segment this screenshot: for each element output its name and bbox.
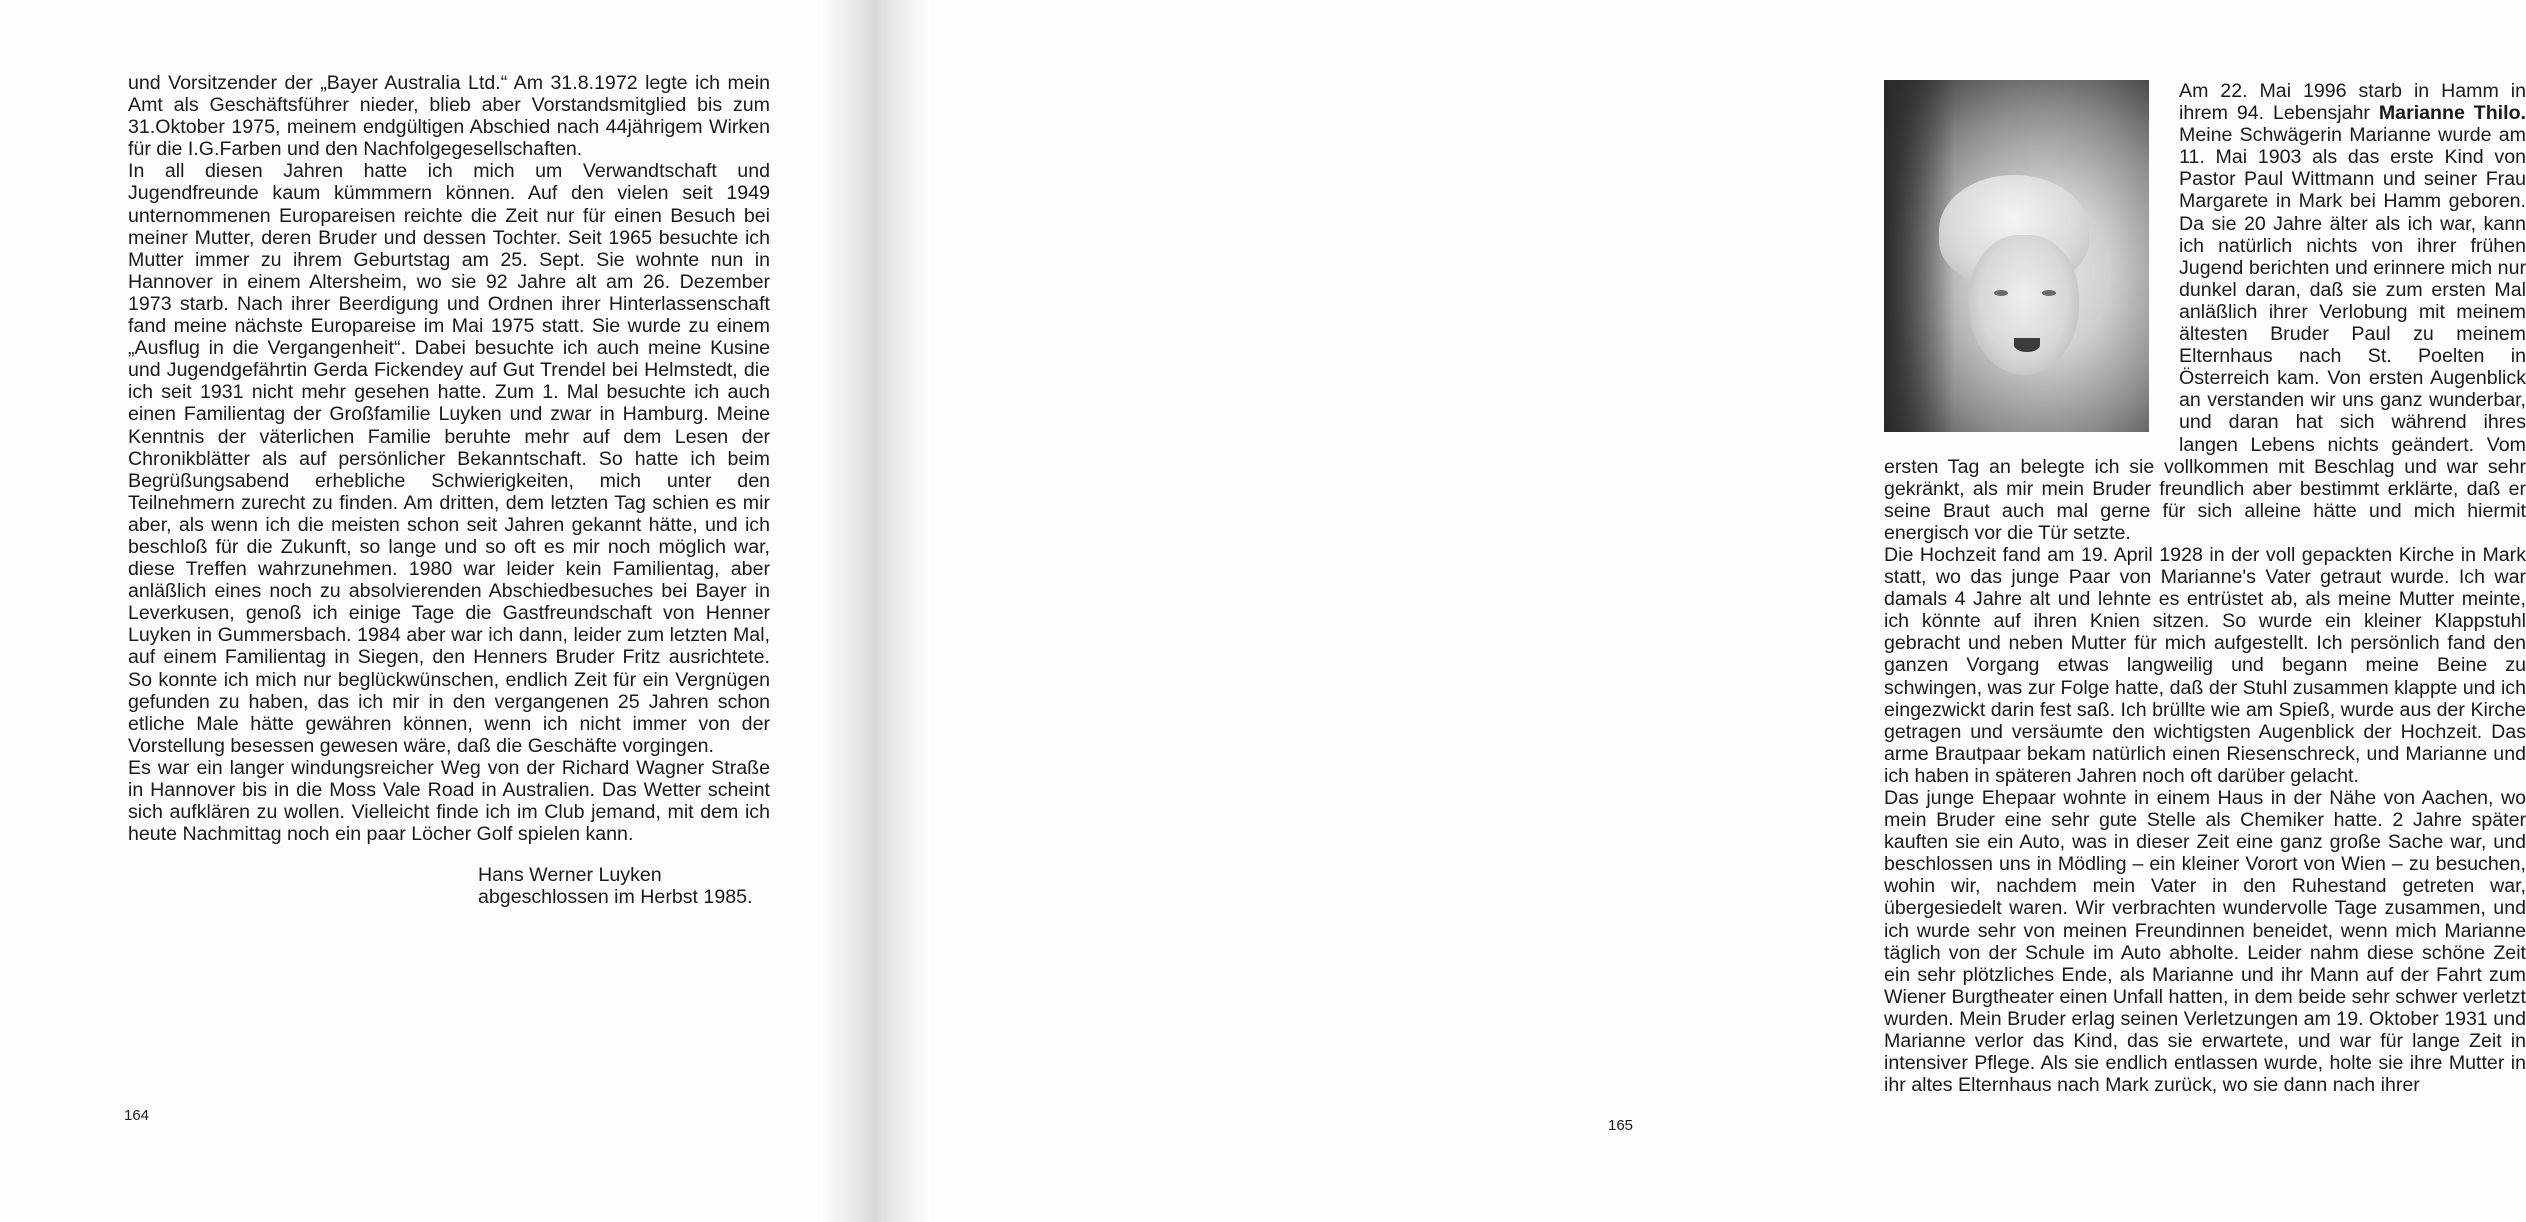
- left-page-body: [128, 72, 770, 845]
- portrait-eye-left: [1994, 290, 2008, 296]
- right-paragraph-1: Die Hochzeit fand am 19. April 1928 in der voll gepackten Kirche in Mark statt, wo das junge Paar von Marianne's Vater getraut wurde. Ich war damals 4 Jahre alt und lehnte es entrüstet ab, als meine Mutter meinte, ich könnte auf ihren Knien sitzen. So wurde ein kleiner Klappstuhl gebracht und neben Mutter für mich aufgestellt. Ich persönlich fand den ganzen Vorgang etwas langweilig und begann meine Beine zu schwingen, was zur Folge hatte, daß der Stuhl zusammen klappte und ich eingezwickt darin fest saß. Ich brüllte wie am Spieß, wurde aus der Kirche getragen und versäumte den wichtigsten Augenblick der Hochzeit. Das arme Brautpaar bekam natürlich einen Riesenschreck, und Marianne und ich haben in späteren Jahren noch oft darüber gelacht.: [1884, 543, 2526, 787]
- signature-date: abgeschlossen im Herbst 1985.: [478, 886, 753, 909]
- intro-text-after-name: Meine Schwägerin Marianne wurde am 11. Mai 1903 als das erste Kind von Pastor Paul Wittmann und seiner Frau Margarete in Mark bei Hamm geboren. Da sie 20 Jahre älter als ich war, kann ich natürlich nichts von ihrer frühen Jugend berichten und erinnere mich nur dunkel daran, daß sie zum ersten Mal anläßlich ihrer Verlobung mit meinem ältesten Bruder Paul zu meinem Elternhaus nach St. Poelten in Österreich kam. Von ersten Augenblick an verstanden wir uns ganz wunderbar, und daran hat sich während ihres langen Lebens nichts geändert. Vom ersten Tag an belegte ich sie vollkommen mit Beschlag und war sehr gekränkt, als mir mein Bruder freundlich aber bestimmt erklärte, daß er seine Braut auch mal gerne für sich alleine hätte und mich hiermit energisch vor die Tür setzte.: [1884, 124, 2526, 544]
- signature-block: [478, 864, 752, 908]
- page-number-left: 164: [124, 1107, 150, 1124]
- portrait-face: [1969, 235, 2079, 375]
- right-paragraph-2: Das junge Ehepaar wohnte in einem Haus in der Nähe von Aachen, wo mein Bruder eine sehr gute Stelle als Chemiker hatte. 2 Jahre später kauften sie ein Auto, was in dieser Zeit eine ganz große Sache war, und beschlossen uns in Mödling – ein kleiner Vorort von Wien – zu besuchen, wohin wir, nachdem mein Vater in den Ruhestand getreten war, übergesiedelt waren. Wir verbrachten wundervolle Tage zusammen, und ich wurde sehr von meinen Freundinnen beneidet, wenn mich Marianne täglich von der Schule im Auto abholte. Leider nahm diese schöne Zeit ein sehr plötzliches Ende, als Marianne und ihr Mann auf der Fahrt zum Wiener Burgtheater einen Unfall hatten, in dem beide sehr schwer verletzt wurden. Mein Bruder erlag seinen Verletzungen am 19. Oktober 1931 und Marianne verlor das Kind, das sie erwartete, und war für lange Zeit in intensiver Pflege. Als sie endlich entlassen wurde, holte sie ihre Mutter in ihr altes Elternhaus nach Mark zurück, wo sie dann nach ihrer: [1884, 787, 2526, 1097]
- portrait-mouth: [2014, 338, 2040, 352]
- portrait-photo: [1884, 80, 2149, 432]
- page-number-right: 165: [1608, 1117, 1634, 1134]
- left-paragraph-2: In all diesen Jahren hatte ich mich um Verwandtschaft und Jugendfreunde kaum kümmmern können. Auf den vielen seit 1949 unternommenen Europareisen reichte die Zeit nur für einen Besuch bei meiner Mutter, deren Bruder und dessen Tochter. Seit 1965 besuchte ich Mutter immer zu ihrem Geburtstag am 25. Sept. Sie wohnte nun in Hannover in einem Altersheim, wo sie 92 Jahre alt am 26. Dezember 1973 starb. Nach ihrer Beerdigung und Ordnen ihrer Hinterlassenschaft fand meine nächste Europareise im Mai 1975 statt. Sie wurde zu einem „Ausflug in die Vergangenheit“. Dabei besuchte ich auch meine Kusine und Jugendgefährtin Gerda Fickendey auf Gut Trendel bei Helmstedt, die ich seit 1931 nicht mehr gesehen hatte. Zum 1. Mal besuchte ich auch einen Familientag der Großfamilie Luyken und zwar in Hamburg. Meine Kenntnis der väterlichen Familie beruhte mehr auf dem Lesen der Chronikblätter als auf persönlicher Bekanntschaft. So hatte ich beim Begrüßungsabend erhebliche Schwierigkeiten, mich unter den Teilnehmern zurecht zu finden. Am dritten, dem letzten Tag schien es mir aber, als wenn ich die meisten schon seit Jahren gekannt hätte, und ich beschloß für die Zukunft, so lange und so oft es mir noch möglich war, diese Treffen wahrzunehmen. 1980 war leider kein Familientag, aber anläßlich eines noch zu absolvierenden Abschiedbesuches bei Bayer in Leverkusen, genoß ich einige Tage die Gastfreundschaft von Henner Luyken in Gummersbach. 1984 aber war ich dann, leider zum letzten Mal, auf einem Familientag in Siegen, den Henners Bruder Fritz ausrichtete. So konnte ich mich nur beglückwünschen, endlich Zeit für ein Vergnügen gefunden zu haben, das ich mir in den vergangenen 25 Jahren schon etliche Male hätte gewähren können, wenn ich nicht immer von der Vorstellung besessen gewesen wäre, daß die Geschäfte vorgingen.: [128, 160, 770, 757]
- deceased-name: Marianne Thilo.: [2378, 102, 2526, 125]
- left-page: [0, 0, 850, 1222]
- right-page-body: [1884, 80, 2526, 1096]
- left-paragraph-3: Es war ein langer windungsreicher Weg von der Richard Wagner Straße in Hannover bis in die Moss Vale Road in Australien. Das Wetter scheint sich aufklären zu wollen. Vielleicht finde ich im Club jemand, mit dem ich heute Nachmittag noch ein paar Löcher Golf spielen kann.: [128, 756, 770, 846]
- left-paragraph-1: und Vorsitzender der „Bayer Australia Ltd.“ Am 31.8.1972 legte ich mein Amt als Geschäftsführer nieder, blieb aber Vorstandsmitglied bis zum 31.Oktober 1975, meinem endgültigen Abschied nach 44jährigem Wirken für die I.G.Farben und den Nachfolgegesellschaften.: [128, 72, 770, 161]
- intro-text-before-name: Am 22. Mai 1996 starb in Hamm in ihrem 94. Lebensjahr: [2179, 80, 2526, 125]
- portrait-eye-right: [2042, 290, 2056, 296]
- signature-name: Hans Werner Luyken: [478, 864, 662, 886]
- right-page: [890, 0, 2526, 1222]
